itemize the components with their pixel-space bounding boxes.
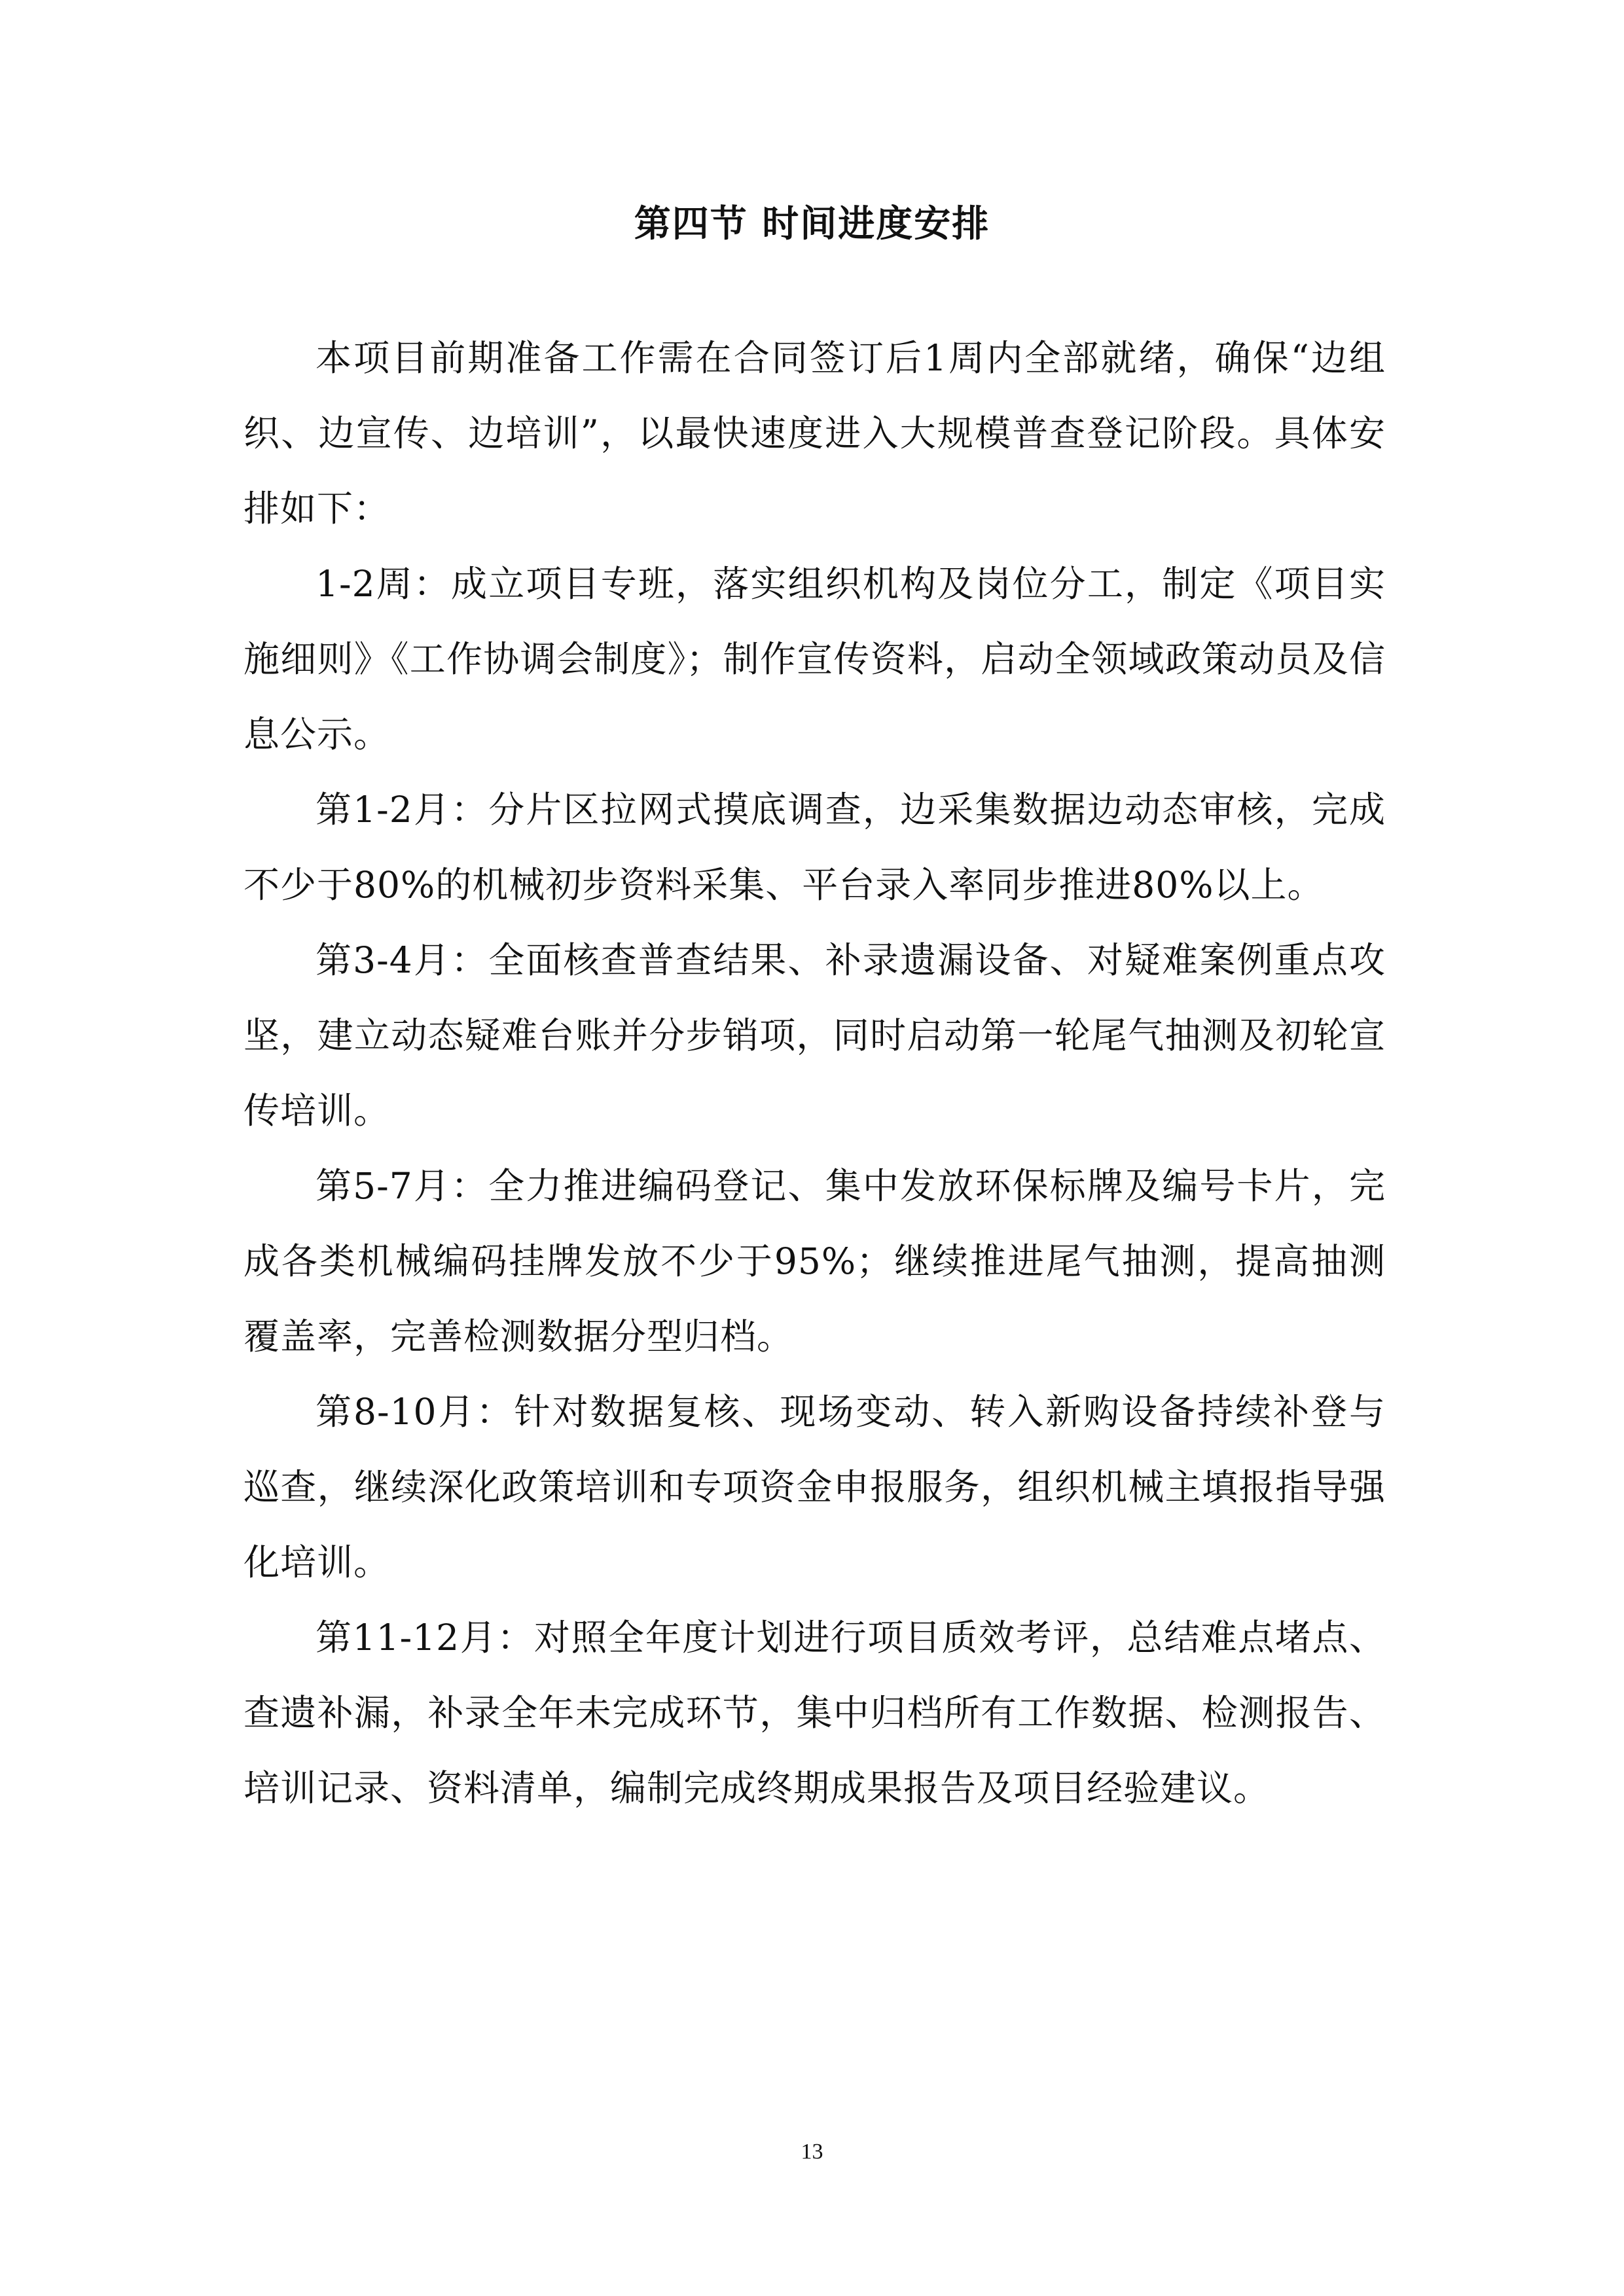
page-number: 13 [801,2140,823,2164]
section-title: 第四节 时间进度安排 [634,203,990,245]
paragraph-intro: 本项目前期准备工作需在合同签订后1周内全部就绪，确保“边组织、边宣传、边培训”，以最快速度进入大规模普查登记阶段。具体安排如下： [244,337,1386,529]
paragraph-month-8-10: 第8-10月：针对数据复核、现场变动、转入新购设备持续补登与巡查，继续深化政策培训和专项资金申报服务，组织机械主填报指导强化培训。 [244,1391,1386,1583]
paragraph-month-3-4: 第3-4月：全面核查普查结果、补录遗漏设备、对疑难案例重点攻坚，建立动态疑难台账并分步销项，同时启动第一轮尾气抽测及初轮宣传培训。 [244,939,1386,1132]
paragraph-month-1-2: 第1-2月：分片区拉网式摸底调查，边采集数据边动态审核，完成不少于80%的机械初步资料采集、平台录入率同步推进80%以上。 [244,789,1386,906]
paragraph-month-5-7: 第5-7月：全力推进编码登记、集中发放环保标牌及编号卡片，完成各类机械编码挂牌发放不少于95%；继续推进尾气抽测，提高抽测覆盖率，完善检测数据分型归档。 [244,1165,1386,1357]
document-body [244,321,1386,1826]
paragraph-month-11-12: 第11-12月：对照全年度计划进行项目质效考评，总结难点堵点、查遗补漏，补录全年未完成环节，集中归档所有工作数据、检测报告、培训记录、资料清单，编制完成终期成果报告及项目经验建议。 [244,1617,1386,1809]
paragraph-week-1-2: 1-2周：成立项目专班，落实组织机构及岗位分工，制定《项目实施细则》《工作协调会制度》；制作宣传资料，启动全领域政策动员及信息公示。 [244,563,1386,755]
